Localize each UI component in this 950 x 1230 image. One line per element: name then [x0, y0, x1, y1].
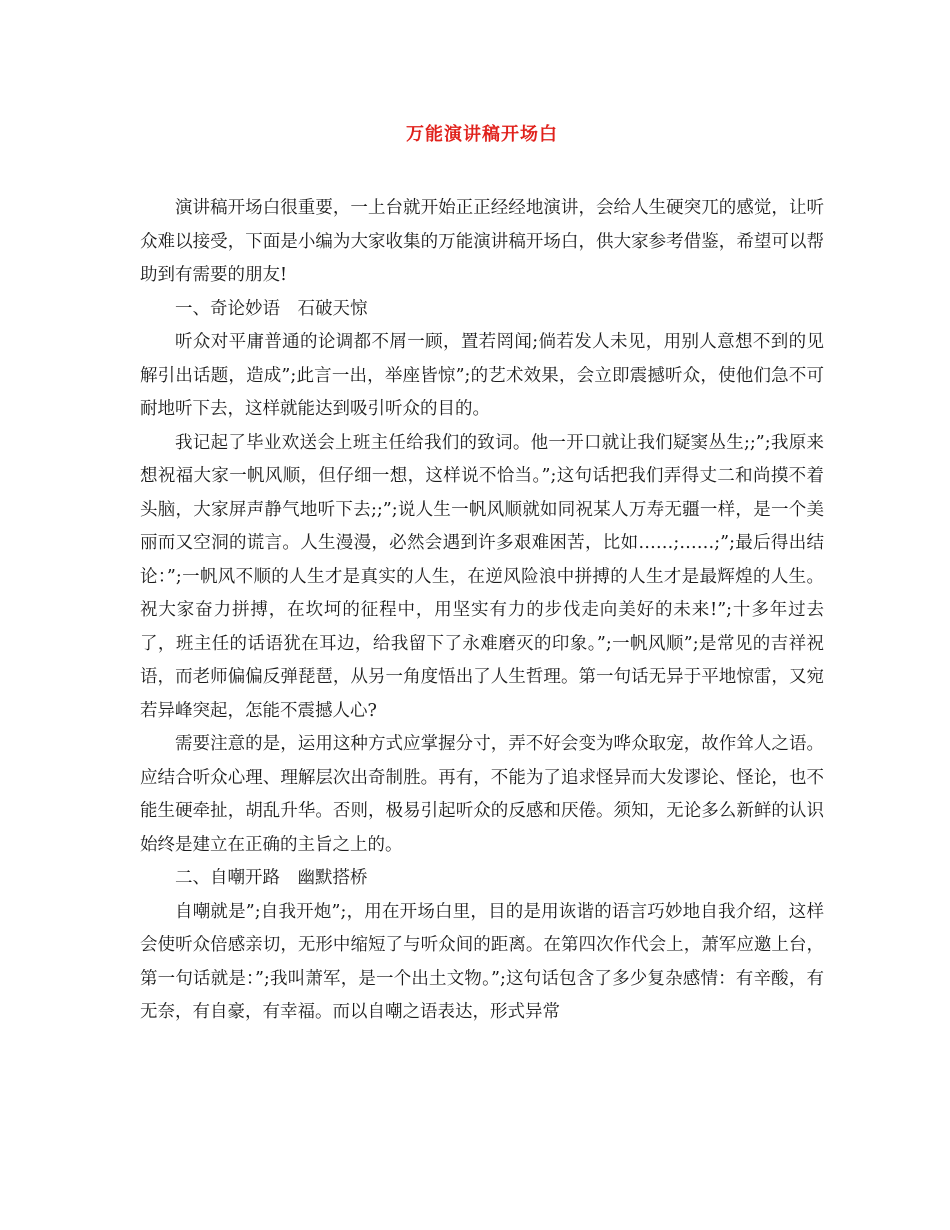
intro-paragraph: 演讲稿开场白很重要，一上台就开始正正经经地演讲，会给人生硬突兀的感觉，让听众难以接受，下面是小编为大家收集的万能演讲稿开场白，供大家参考借鉴，希望可以帮助到有需要的朋友! — [140, 198, 824, 285]
document-title: 万能演讲稿开场白 — [406, 124, 558, 145]
body-paragraph: 需要注意的是，运用这种方式应掌握分寸，弄不好会变为哗众取宠，故作耸人之语。应结合听众心理、理解层次出奇制胜。再有，不能为了追求怪异而大发谬论、怪论，也不能生硬牵扯，胡乱升华。否则，极易引起听众的反感和厌倦。须知，无论多么新鲜的认识始终是建立在正确的主旨之上的。 — [140, 734, 824, 855]
body-paragraph: 我记起了毕业欢送会上班主任给我们的致词。他一开口就让我们疑窦丛生;;”;我原来想祝福大家一帆风顺，但仔细一想，这样说不恰当。”;这句话把我们弄得丈二和尚摸不着头脑，大家屏声静气地听下去;;”;说人生一帆风顺就如同祝某人万寿无疆一样，是一个美丽而又空洞的谎言。人生漫漫，必然会遇到许多艰难困苦，比如……;……;”;最后得出结论：”;一帆风不顺的人生才是真实的人生，在逆风险浪中拼搏的人生才是最辉煌的人生。祝大家奋力拼搏，在坎坷的征程中，用坚实有力的步伐走向美好的未来!”;十多年过去了，班主任的话语犹在耳边，给我留下了永难磨灭的印象。”;一帆风顺”;是常见的吉祥祝语，而老师偏偏反弹琵琶，从另一角度悟出了人生哲理。第一句话无异于平地惊雷，又宛若异峰突起，怎能不震撼人心? — [140, 432, 824, 721]
document-body — [140, 192, 824, 1030]
body-paragraph: 听众对平庸普通的论调都不屑一顾，置若罔闻;倘若发人未见，用别人意想不到的见解引出话题，造成”;此言一出，举座皆惊”;的艺术效果，会立即震撼听众，使他们急不可耐地听下去，这样就能达到吸引听众的目的。 — [140, 332, 824, 419]
section-heading-2: 二、自嘲开路 幽默搭桥 — [175, 868, 368, 888]
section-heading-1: 一、奇论妙语 石破天惊 — [175, 298, 368, 319]
body-paragraph: 自嘲就是”;自我开炮”;，用在开场白里，目的是用诙谐的语言巧妙地自我介绍，这样会使听众倍感亲切，无形中缩短了与听众间的距离。在第四次作代会上，萧军应邀上台，第一句话就是：”;我叫萧军，是一个出土文物。”;这句话包含了多少复杂感情：有辛酸，有无奈，有自豪，有幸福。而以自嘲之语表达，形式异常 — [140, 901, 824, 1022]
